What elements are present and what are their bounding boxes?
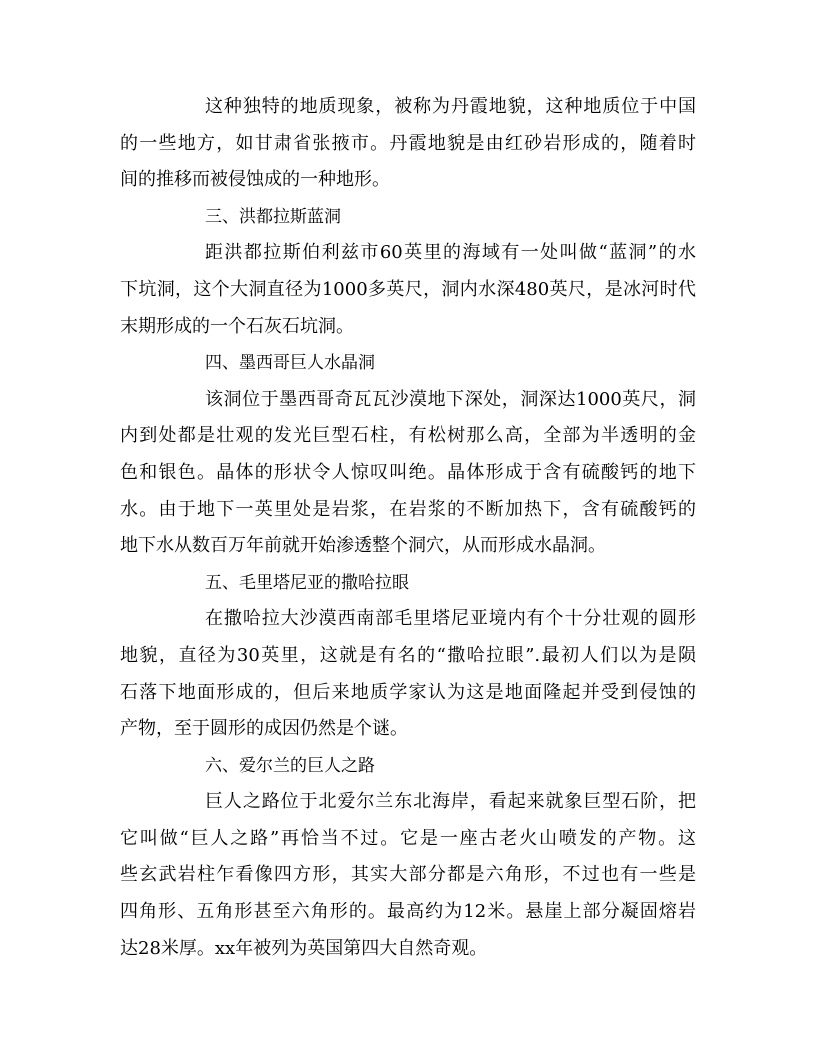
section-heading-blue-hole <box>120 199 696 236</box>
paragraph-line: 达28米厚。xx年被列为英国第四大自然奇观。 <box>120 937 488 959</box>
paragraph-line: 的一些地方，如甘肃省张掖市。丹霞地貌是由红砂岩形成的，随着时 <box>120 132 696 154</box>
paragraph-line: 巨人之路位于北爱尔兰东北海岸，看起来就象巨型石阶，把 <box>205 791 696 813</box>
paragraph-line: 四角形、五角形甚至六角形的。最高约为12米。悬崖上部分凝固熔岩 <box>120 901 696 923</box>
paragraph-line: 下坑洞，这个大洞直径为1000多英尺，洞内水深480英尺，是冰河时代 <box>120 278 696 300</box>
paragraph-line: 这种独特的地质现象，被称为丹霞地貌，这种地质位于中国 <box>205 96 696 117</box>
body-paragraph-eye-of-sahara <box>120 601 696 747</box>
section-heading-eye-of-sahara <box>120 565 696 602</box>
body-paragraph-danxia <box>120 89 696 199</box>
body-paragraph-blue-hole <box>120 235 696 345</box>
body-paragraph-crystal-cave <box>120 382 696 565</box>
section-heading: 四、墨西哥巨人水晶洞 <box>205 353 375 374</box>
paragraph-line: 间的推移而被侵蚀成的一种地形。 <box>120 169 390 191</box>
paragraph-line: 末期形成的一个石灰石坑洞。 <box>120 315 354 337</box>
section-heading-giants-causeway <box>120 748 696 785</box>
paragraph-line: 该洞位于墨西哥奇瓦瓦沙漠地下深处，洞深达1000英尺，洞 <box>205 388 696 410</box>
section-heading: 六、爱尔兰的巨人之路 <box>205 755 375 776</box>
paragraph-line: 内到处都是壮观的发光巨型石柱，有松树那么高，全部为半透明的金 <box>120 425 696 447</box>
paragraph-line: 距洪都拉斯伯利兹市60英里的海域有一处叫做“蓝洞”的水 <box>205 242 696 264</box>
paragraph-line: 产物，至于圆形的成因仍然是个谜。 <box>120 718 408 740</box>
section-heading: 三、洪都拉斯蓝洞 <box>205 206 341 227</box>
body-paragraph-giants-causeway <box>120 784 696 967</box>
paragraph-line: 地貌，直径为30英里，这就是有名的“撒哈拉眼”.最初人们以为是陨 <box>120 644 696 666</box>
paragraph-line: 它叫做“巨人之路”再恰当不过。它是一座古老火山喷发的产物。这 <box>120 827 696 849</box>
paragraph-line: 些玄武岩柱乍看像四方形，其实大部分都是六角形，不过也有一些是 <box>120 864 696 886</box>
section-heading-crystal-cave <box>120 345 696 382</box>
paragraph-line: 色和银色。晶体的形状令人惊叹叫绝。晶体形成于含有硫酸钙的地下 <box>120 461 696 483</box>
paragraph-line: 石落下地面形成的，但后来地质学家认为这是地面隆起并受到侵蚀的 <box>120 681 696 703</box>
paragraph-line: 在撒哈拉大沙漠西南部毛里塔尼亚境内有个十分壮观的圆形 <box>205 608 696 630</box>
paragraph-line: 地下水从数百万年前就开始渗透整个洞穴，从而形成水晶洞。 <box>120 535 606 557</box>
paragraph-line: 水。由于地下一英里处是岩浆，在岩浆的不断加热下，含有硫酸钙的 <box>120 498 696 520</box>
section-heading: 五、毛里塔尼亚的撒哈拉眼 <box>205 572 409 593</box>
